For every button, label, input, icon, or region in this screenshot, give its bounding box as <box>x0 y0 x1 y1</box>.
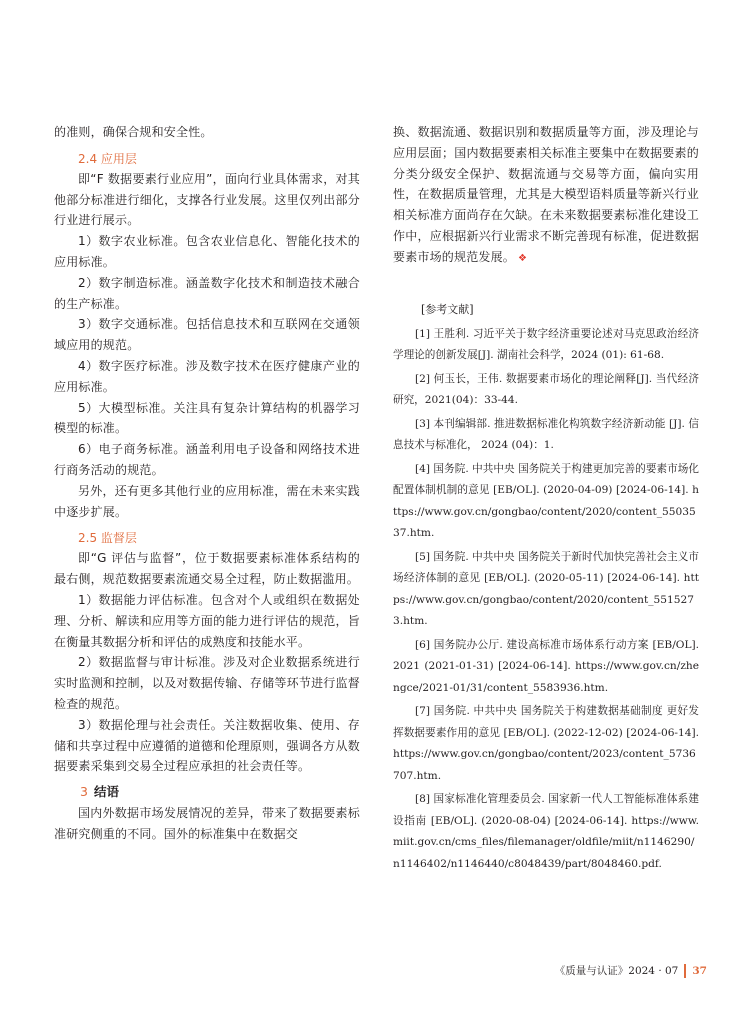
paragraph: 的准则，确保合规和安全性。 <box>54 125 213 139</box>
paragraph <box>393 122 699 270</box>
reference-item: [5] 国务院. 中共中央 国务院关于新时代加快完善社会主义市场经济体制的意见 [EB/OL]. (2020-05-11) [2024-06-14]. https://www.gov.cn/gongbao/content/2020/content_5515273.htm. <box>393 550 699 628</box>
section-heading-3 <box>54 781 360 803</box>
reference-item: [2] 何玉长，王伟. 数据要素市场化的理论阐释[J]. 当代经济研究，2021(04)：33-44. <box>393 372 699 407</box>
paragraph: 另外，还有更多其他行业的应用标准，需在未来实践中逐步扩展。 <box>54 483 360 519</box>
page-number: 37 <box>692 964 707 977</box>
paragraph: 4）数字医疗标准。涉及数字技术在医疗健康产业的应用标准。 <box>54 358 360 394</box>
paragraph: 国内外数据市场发展情况的差异，带来了数据要素标准研究侧重的不同。国外的标准集中在数据交 <box>54 806 360 841</box>
references-title: [参考文献] <box>421 302 474 316</box>
journal-name: 《质量与认证》2024 · 07 <box>554 965 679 977</box>
paragraph: 2）数据监督与审计标准。涉及对企业数据系统进行实时监测和控制，以及对数据传输、存储等环节进行监督检查的规范。 <box>54 655 360 711</box>
reference-item: [3] 本刊编辑部. 推进数据标准化构筑数字经济新动能 [J]. 信息技术与标准化， 2024 (04)：1. <box>393 417 699 452</box>
left-column <box>54 122 360 845</box>
reference-item: [6] 国务院办公厅. 建设高标准市场体系行动方案 [EB/OL]. 2021 (2021-01-31) [2024-06-14]. https://www.gov.cn/zhengce/2021-01/31/content_5583936.htm. <box>393 638 699 694</box>
paragraph: 6）电子商务标准。涵盖利用电子设备和网络技术进行商务活动的规范。 <box>54 442 360 477</box>
section-heading-2-5: 2.5 监督层 <box>78 531 137 546</box>
paragraph: 即“F 数据要素行业应用”，面向行业具体需求，对其他部分标准进行细化，支撑各行业发展。这里仅列出部分行业进行展示。 <box>54 171 360 228</box>
page-footer <box>555 963 707 978</box>
reference-item: [1] 王胜利. 习近平关于数字经济重要论述对马克思政治经济学理论的创新发展[J]. 湖南社会科学，2024 (01): 61-68. <box>393 327 699 362</box>
footer-divider <box>684 964 686 978</box>
reference-item: [7] 国务院. 中共中央 国务院关于构建数据基础制度 更好发挥数据要素作用的意见 [EB/OL]. (2022-12-02) [2024-06-14]. https://www.gov.cn/gongbao/content/2023/content_5736707.htm. <box>393 705 699 782</box>
right-column <box>393 122 699 877</box>
section-number: 3 <box>80 784 88 800</box>
paragraph: 2）数字制造标准。涵盖数字化技术和制造技术融合的生产标准。 <box>54 275 360 311</box>
paragraph: 1）数据能力评估标准。包含对个人或组织在数据处理、分析、解读和应用等方面的能力进行评估的规范，旨在衡量其数据分析和评估的成熟度和技能水平。 <box>54 592 360 649</box>
reference-item: [8] 国家标准化管理委员会. 国家新一代人工智能标准体系建设指南 [EB/OL]. (2020-08-04) [2024-06-14]. https://www.miit.gov.cn/cms_files/filemanager/oldfile/miit/n1146290/n1146402/n1146440/c8048439/part/8048460.pdf. <box>393 793 699 870</box>
paragraph: 即“G 评估与监督”，位于数据要素标准体系结构的最右侧，规范数据要素流通交易全过程，防止数据滥用。 <box>54 551 360 587</box>
paragraph: 3）数据伦理与社会责任。关注数据收集、使用、存储和共享过程中应遵循的道德和伦理原则，强调各方从数据要素采集到交易全过程应承担的社会责任等。 <box>54 717 360 774</box>
paragraph-text: 换、数据流通、数据识别和数据质量等方面，涉及理论与应用层面；国内数据要素相关标准主要集中在数据要素的分类分级安全保护、数据流通与交易等方面，偏向实用性，在数据质量管理，尤其是大模型语料质量等新兴行业相关标准方面尚存在欠缺。在未来数据要素标准化建设工作中，应根据新兴行业需求不断完善现有标准，促进数据要素市场的规范发展。 <box>393 125 699 264</box>
section-heading-2-4: 2.4 应用层 <box>78 151 137 166</box>
paragraph: 5）大模型标准。关注具有复杂计算结构的机器学习模型的标准。 <box>54 400 360 436</box>
end-mark-icon: ❖ <box>518 252 528 264</box>
section-title: 结语 <box>93 784 119 800</box>
paragraph: 3）数字交通标准。包括信息技术和互联网在交通领域应用的规范。 <box>54 317 360 353</box>
paragraph: 1）数字农业标准。包含农业信息化、智能化技术的应用标准。 <box>54 234 360 269</box>
reference-item: [4] 国务院. 中共中央 国务院关于构建更加完善的要素市场化配置体制机制的意见 [EB/OL]. (2020-04-09) [2024-06-14]. https://www.gov.cn/gongbao/content/2020/content_5503537.htm. <box>393 462 699 540</box>
